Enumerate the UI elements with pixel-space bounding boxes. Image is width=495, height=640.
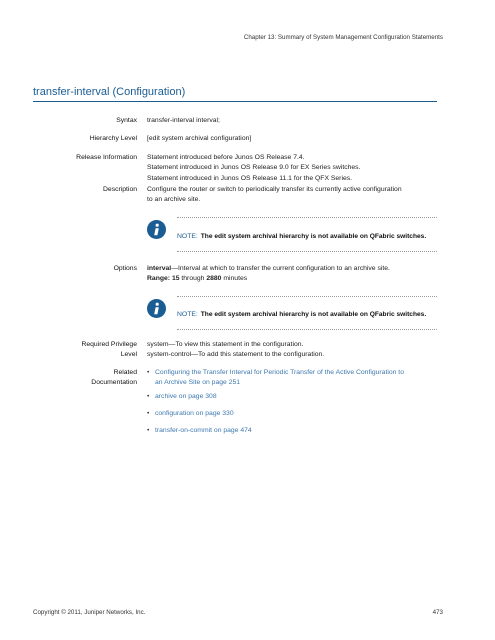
syntax-value: transfer-interval interval; — [147, 117, 220, 124]
note-1 — [177, 233, 426, 240]
options-label: Options — [113, 265, 137, 272]
description-label: Description — [103, 186, 137, 193]
related-link-2[interactable]: • archive on page 308 — [147, 393, 217, 400]
option-text: —Interval at which to transfer the current configuration to an archive site. — [171, 265, 390, 272]
options-value — [147, 264, 443, 285]
description-value — [147, 185, 443, 206]
range-label: Range: — [147, 275, 171, 283]
note-bottom-rule — [177, 251, 437, 252]
note-info-icon — [147, 299, 166, 318]
title-rule — [33, 101, 437, 102]
hierarchy-value: [edit system archival configuration] — [147, 135, 252, 142]
release-line: Statement introduced in Junos OS Release 11.1 for the QFX Series. — [147, 174, 353, 182]
note-2 — [177, 311, 426, 318]
note-top-rule — [177, 217, 437, 218]
hierarchy-label: Hierarchy Level — [89, 135, 137, 142]
range-from: 15 — [171, 275, 180, 283]
note-bottom-rule — [177, 329, 437, 330]
release-label: Release Information — [76, 154, 137, 161]
syntax-label: Syntax — [116, 117, 137, 124]
note-text: The edit system archival hierarchy is not available on QFabric switches. — [200, 311, 427, 318]
option-term: interval — [147, 265, 172, 272]
note-label: NOTE: — [177, 311, 198, 318]
note-top-rule — [177, 296, 437, 297]
description-line: to an archive site. — [147, 196, 201, 204]
range-unit: minutes — [221, 275, 248, 283]
privilege-line: system—To view this statement in the configuration. — [147, 341, 304, 348]
related-link-1[interactable]: • Configuring the Transfer Interval for Periodic Transfer of the Active Configuration to an Archive Site on page 251 — [147, 369, 404, 387]
page-title: transfer-interval (Configuration) — [33, 86, 186, 98]
release-line: Statement introduced before Junos OS Release 7.4. — [147, 154, 305, 161]
release-line: Statement introduced in Junos OS Release 9.0 for EX Series switches. — [147, 164, 361, 172]
note-label: NOTE: — [177, 233, 198, 240]
privilege-value — [147, 340, 443, 361]
note-text: The edit system archival hierarchy is not available on QFabric switches. — [200, 233, 427, 240]
footer-copyright: Copyright © 2011, Juniper Networks, Inc. — [33, 609, 146, 616]
description-line: Configure the router or switch to periodically transfer its currently active configuration — [147, 186, 402, 193]
related-link-4[interactable]: • transfer-on-commit on page 474 — [147, 427, 252, 434]
release-value — [147, 153, 443, 184]
range-mid: through — [179, 275, 207, 283]
range-to: 2880 — [206, 275, 222, 283]
privilege-label: Required Privilege Level — [81, 341, 137, 358]
footer-page-number: 473 — [432, 609, 443, 616]
related-label: Related Documentation — [91, 369, 137, 386]
note-info-icon — [147, 220, 166, 239]
running-header: Chapter 13: Summary of System Management Configuration Statements — [243, 34, 443, 41]
related-link-3[interactable]: • configuration on page 330 — [147, 410, 234, 417]
privilege-line: system-control—To add this statement to the configuration. — [147, 351, 325, 359]
